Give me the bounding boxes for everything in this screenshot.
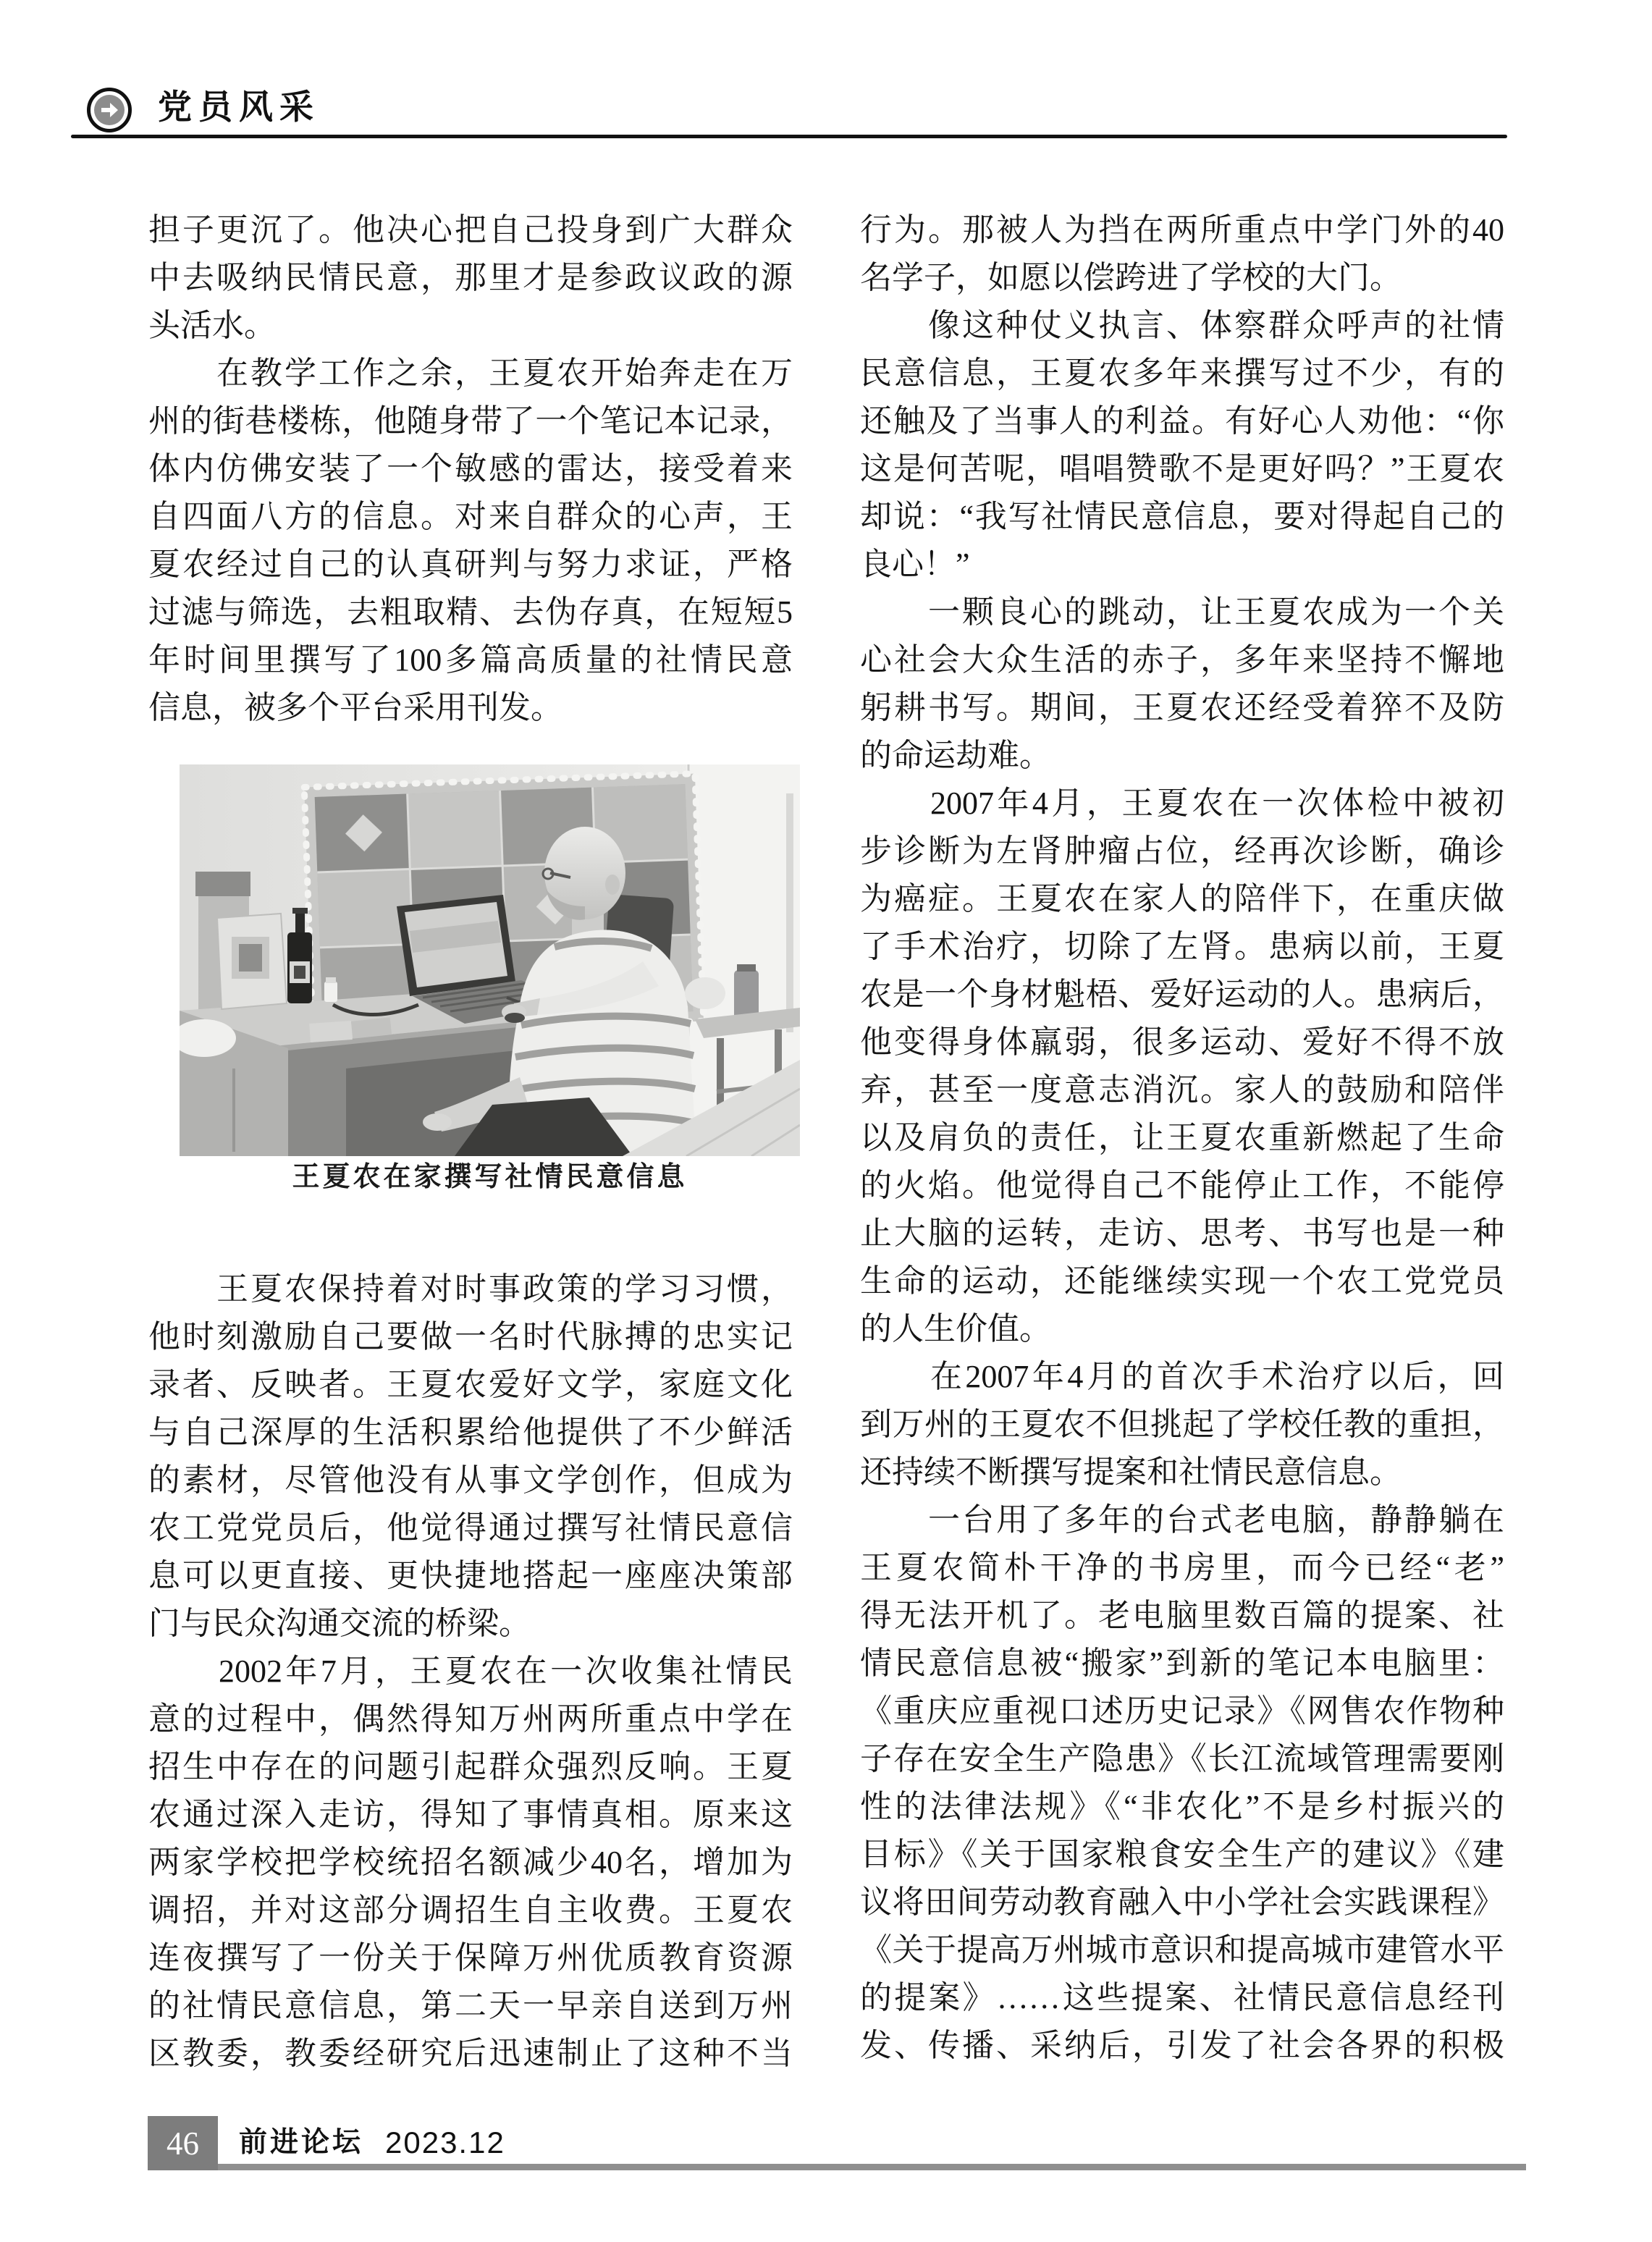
text-line: 王夏农简朴干净的书房里，而今已经“老” [860, 1550, 1504, 1585]
text-line: 王夏农保持着对时事政策的学习习惯， [148, 1271, 793, 1307]
text-line: 2002年7月，王夏农在一次收集社情民 [148, 1653, 793, 1689]
text-line: 息可以更直接、更快捷地搭起一座座决策部 [148, 1558, 793, 1593]
text-line: 担子更沉了。他决心把自己投身到广大群众 [148, 212, 793, 248]
text-line: 了手术治疗，切除了左肾。患病以前，王夏 [860, 929, 1504, 964]
text-line: 在2007年4月的首次手术治疗以后，回 [860, 1359, 1504, 1394]
text-line: 名学子，如愿以偿跨进了学校的大门。 [860, 260, 1402, 295]
text-line: 年时间里撰写了100多篇高质量的社情民意 [148, 642, 793, 678]
text-line: 为癌症。王夏农在家人的陪伴下，在重庆做 [860, 881, 1504, 916]
text-line: 连夜撰写了一份关于保障万州优质教育资源 [148, 1940, 793, 1976]
text-line: 良心！” [860, 547, 970, 582]
text-line: 两家学校把学校统招名额减少40名，增加为 [148, 1845, 793, 1880]
text-line: 与自己深厚的生活积累给他提供了不少鲜活 [148, 1415, 793, 1450]
page-number-badge: 46 [148, 2116, 218, 2170]
text-line: 农工党党员后，他觉得通过撰写社情民意信 [148, 1510, 793, 1546]
text-line: 得无法开机了。老电脑里数百篇的提案、社 [860, 1598, 1504, 1633]
text-line: 招生中存在的问题引起群众强烈反响。王夏 [148, 1749, 793, 1784]
text-line: 发、传播、采纳后，引发了社会各界的积极 [860, 2028, 1504, 2063]
text-line: 调招，并对这部分调招生自主收费。王夏农 [148, 1892, 793, 1928]
text-line: 一颗良心的跳动，让王夏农成为一个关 [860, 594, 1504, 630]
text-line: 头活水。 [148, 308, 276, 343]
text-line: 录者、反映者。王夏农爱好文学，家庭文化 [148, 1367, 793, 1402]
text-line: 情民意信息被“搬家”到新的笔记本电脑里： [860, 1645, 1504, 1681]
issue-number: 2023.12 [385, 2125, 505, 2159]
text-line: 躬耕书写。期间，王夏农还经受着猝不及防 [860, 690, 1504, 725]
text-line: 区教委，教委经研究后迅速制止了这种不当 [148, 2036, 793, 2071]
header-rule [71, 135, 1507, 138]
text-line: 中去吸纳民情民意，那里才是参政议政的源 [148, 260, 793, 295]
text-line: 自四面八方的信息。对来自群众的心声，王 [148, 499, 793, 534]
photo-caption: 王夏农在家撰写社情民意信息 [292, 1162, 688, 1192]
photo-illustration [180, 764, 800, 1156]
article-photo [180, 764, 800, 1156]
text-line: 却说：“我写社情民意信息，要对得起自己的 [860, 499, 1504, 534]
text-line: 这是何苦呢，唱唱赞歌不是更好吗？”王夏农 [860, 451, 1504, 486]
text-line: 像这种仗义执言、体察群众呼声的社情 [860, 308, 1504, 343]
text-line: 目标》《关于国家粮食安全生产的建议》《建 [860, 1837, 1504, 1872]
text-line: 的社情民意信息，第二天一早亲自送到万州 [148, 1988, 793, 2023]
text-line: 弃，甚至一度意志消沉。家人的鼓励和陪伴 [860, 1072, 1504, 1108]
text-line: 的素材，尽管他没有从事文学创作，但成为 [148, 1462, 793, 1498]
text-line: 行为。那被人为挡在两所重点中学门外的40 [860, 212, 1504, 248]
text-line: 还触及了当事人的利益。有好心人劝他：“你 [860, 403, 1504, 439]
text-line: 在教学工作之余，王夏农开始奔走在万 [148, 355, 793, 391]
text-line: 《关于提高万州城市意识和提高城市建管水平 [860, 1932, 1504, 1968]
text-line: 子存在安全生产隐患》《长江流域管理需要刚 [860, 1741, 1504, 1777]
text-line: 心社会大众生活的赤子，多年来坚持不懈地 [860, 642, 1504, 678]
right-column [860, 206, 1504, 2070]
text-line: 以及肩负的责任，让王夏农重新燃起了生命 [860, 1120, 1504, 1155]
section-title: 党员风采 [158, 88, 320, 126]
text-line: 还持续不断撰写提案和社情民意信息。 [860, 1454, 1402, 1490]
text-line: 门与民众沟通交流的桥梁。 [148, 1606, 531, 1641]
text-line: 《重庆应重视口述历史记录》《网售农作物种 [860, 1693, 1504, 1729]
pill-bottle [324, 977, 337, 1002]
text-line: 过滤与筛选，去粗取精、去伪存真，在短短5 [148, 594, 793, 630]
text-line: 的火焰。他觉得自己不能停止工作，不能停 [860, 1168, 1504, 1203]
text-line: 体内仿佛安装了一个敏感的雷达，接受着来 [148, 451, 793, 486]
text-line: 一台用了多年的台式老电脑，静静躺在 [860, 1502, 1504, 1538]
text-line: 民意信息，王夏农多年来撰写过不少，有的 [860, 355, 1504, 391]
left-column-upper [148, 206, 793, 732]
text-line: 夏农经过自己的认真研判与努力求证，严格 [148, 547, 793, 582]
left-column-lower [148, 1265, 793, 2078]
text-line: 止大脑的运转，走访、思考、书写也是一种 [860, 1215, 1504, 1251]
text-line: 意的过程中，偶然得知万州两所重点中学在 [148, 1701, 793, 1737]
text-line: 信息，被多个平台采用刊发。 [148, 690, 562, 725]
paper-bag [217, 914, 287, 1009]
arrow-right-circle-icon [87, 88, 132, 132]
text-line: 性的法律法规》《“非农化”不是乡村振兴的 [860, 1789, 1504, 1824]
text-line: 他变得身体羸弱，很多运动、爱好不得不放 [860, 1024, 1504, 1060]
text-line: 生命的运动，还能继续实现一个农工党党员 [860, 1263, 1504, 1299]
text-line: 农通过深入走访，得知了事情真相。原来这 [148, 1797, 793, 1832]
text-line: 到万州的王夏农不但挑起了学校任教的重担， [860, 1407, 1504, 1442]
text-line: 议将田间劳动教育融入中小学社会实践课程》 [860, 1884, 1504, 1920]
text-line: 的命运劫难。 [860, 738, 1051, 773]
text-line: 的提案》……这些提案、社情民意信息经刊 [860, 1980, 1504, 2015]
text-line: 农是一个身材魁梧、爱好运动的人。患病后， [860, 977, 1504, 1012]
text-line: 的人生价值。 [860, 1311, 1051, 1347]
journal-title: 前进论坛 [239, 2127, 364, 2158]
text-line: 2007年4月，王夏农在一次体检中被初 [860, 785, 1504, 821]
text-line: 州的街巷楼栋，他随身带了一个笔记本记录， [148, 403, 793, 439]
text-line: 他时刻激励自己要做一名时代脉搏的忠实记 [148, 1319, 793, 1354]
text-line: 步诊断为左肾肿瘤占位，经再次诊断，确诊 [860, 833, 1504, 869]
